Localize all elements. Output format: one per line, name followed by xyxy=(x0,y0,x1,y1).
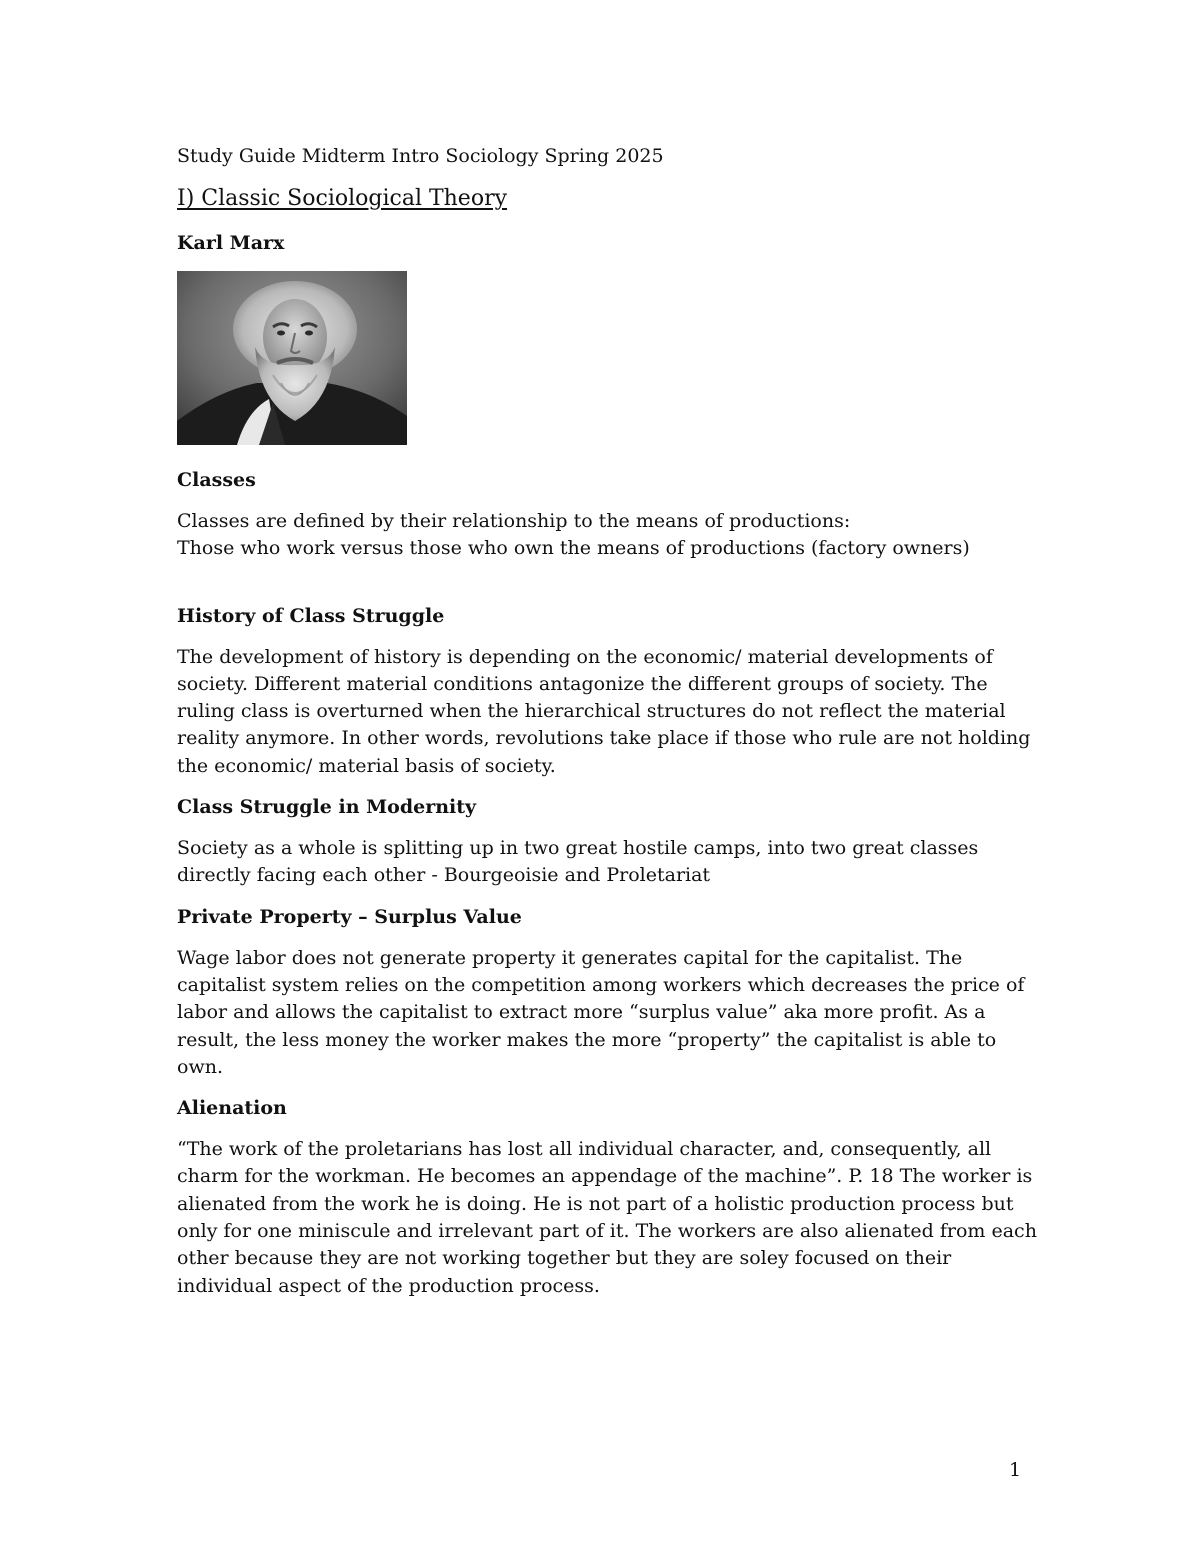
block-text-alienation: “The work of the proletarians has lost all individual character, and, consequently, all charm for the workman. He becomes an appendage of the machine”. P. 18 The worker is alienated from the work he is doing. He is not part of a holistic production process but only for one miniscule and irrelevant part of it. The workers are also alienated from each other because they are not working together but they are soley focused on their individual aspect of the production process. xyxy=(177,1138,1037,1297)
block-heading-alienation: Alienation xyxy=(177,1097,287,1120)
section-heading: I) Classic Sociological Theory xyxy=(177,186,508,211)
page-number: 1 xyxy=(1009,1459,1022,1481)
document-title: Study Guide Midterm Intro Sociology Spring 2025 xyxy=(177,145,664,167)
theorist-heading: Karl Marx xyxy=(177,232,285,254)
block-text-classes xyxy=(177,508,1037,563)
block-heading-history: History of Class Struggle xyxy=(177,604,445,627)
block-heading-classes: Classes xyxy=(177,469,256,491)
karl-marx-portrait xyxy=(177,271,407,445)
classes-line-2: Those who work versus those who own the means of productions (factory owners) xyxy=(177,537,970,560)
block-text-modernity: Society as a whole is splitting up in two great hostile camps, into two great classes directly facing each other - Bourgeoisie and Proletariat xyxy=(177,837,979,887)
block-heading-property: Private Property – Surplus Value xyxy=(177,905,522,928)
page-content xyxy=(177,142,1037,1314)
block-text-property: Wage labor does not generate property it generates capital for the capitalist. The capitalist system relies on the competition among workers which decreases the price of labor and allows the capitalist to extract more “surplus value” aka more profit. As a result, the less money the worker makes the more “property” the capitalist is able to own. xyxy=(177,946,1025,1078)
block-heading-modernity: Class Struggle in Modernity xyxy=(177,796,477,819)
classes-line-1: Classes are defined by their relationship to the means of productions: xyxy=(177,510,851,532)
block-text-history: The development of history is depending on the economic/ material developments of society. Different material conditions antagonize the different groups of society. The ruling class is overturned when the hierarchical structures do not reflect the material reality anymore. In other words, revolutions take place if those who rule are not holding the economic/ material basis of society. xyxy=(177,645,1031,777)
